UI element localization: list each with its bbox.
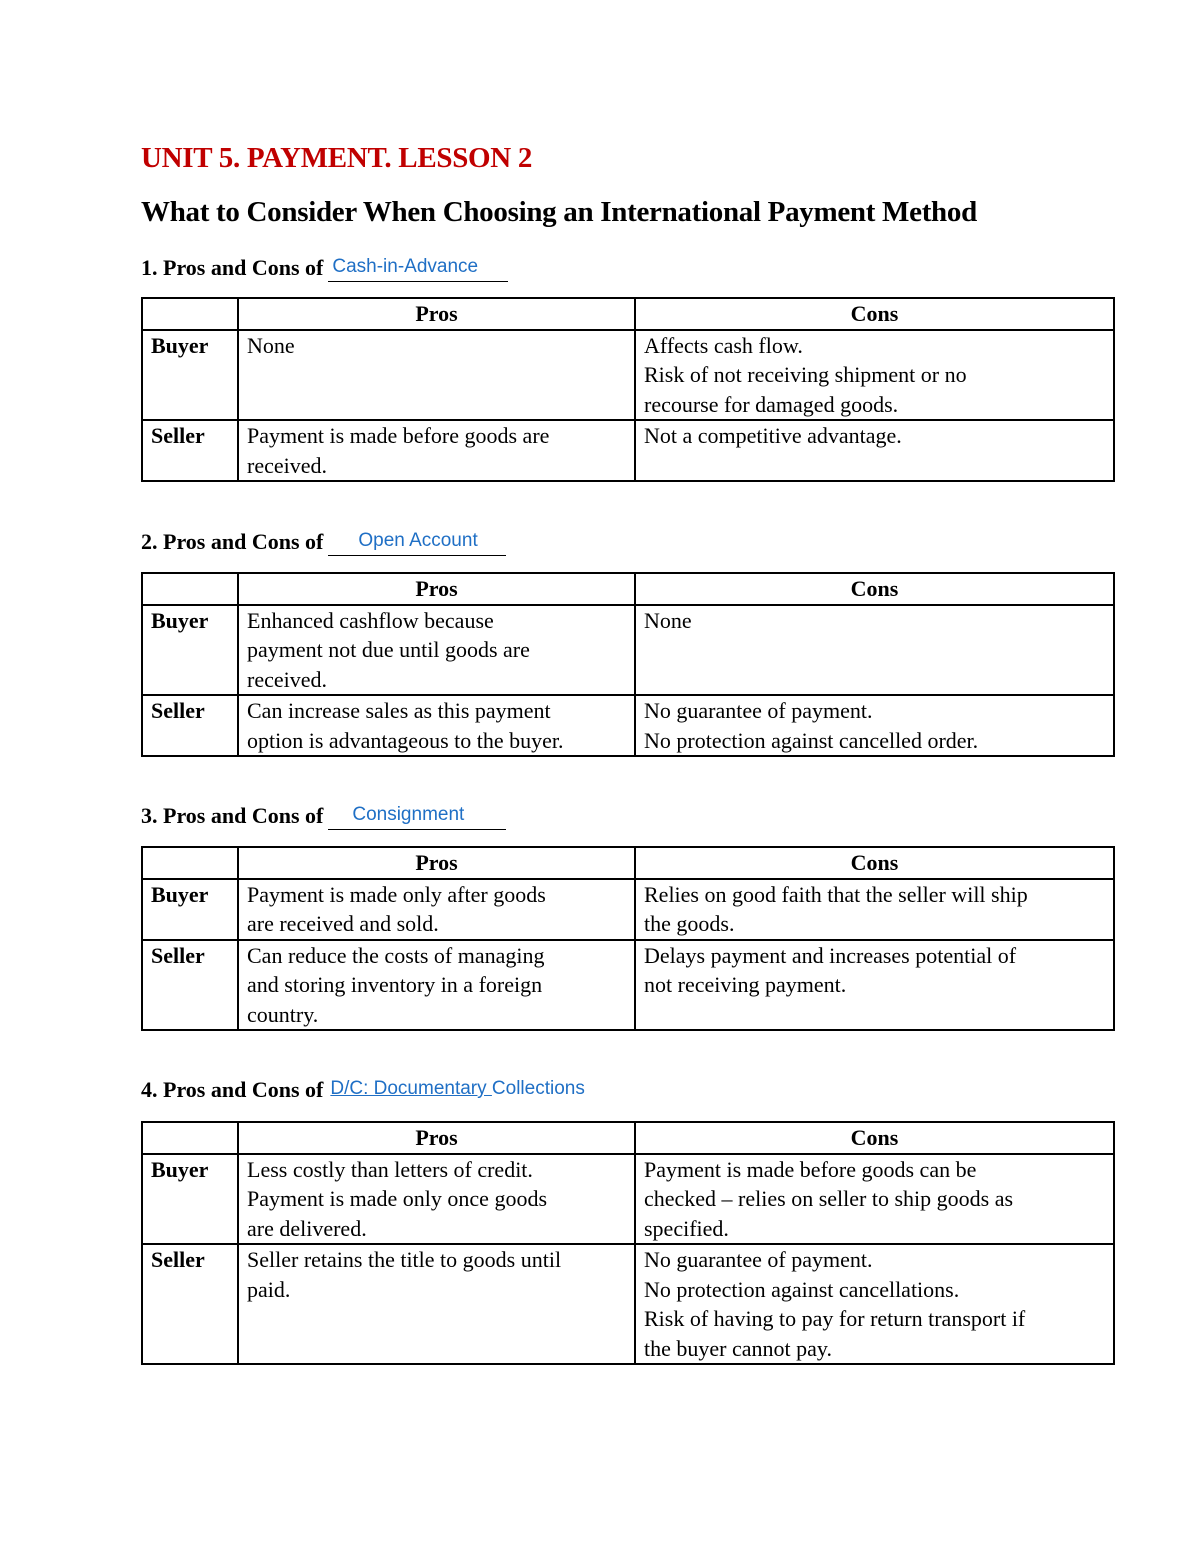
header-cons: Cons	[635, 847, 1114, 879]
table-header-row	[142, 1122, 1114, 1154]
cell-line: Can reduce the costs of managing	[247, 942, 545, 968]
cell-line: Not a competitive advantage.	[644, 423, 902, 448]
pros-cell	[238, 420, 635, 481]
header-pros: Pros	[238, 573, 635, 605]
answer-text: Open Account	[358, 530, 478, 551]
cell-line: option is advantageous to the buyer.	[247, 727, 564, 753]
cell-line: payment not due until goods are	[247, 637, 530, 662]
cell-line: Payment is made only after goods	[247, 881, 546, 907]
cell-line: Payment is made before goods can be	[644, 1156, 977, 1182]
cell-line: None	[247, 332, 295, 358]
cons-cell	[635, 1154, 1114, 1245]
pros-cons-table-2	[141, 572, 1115, 757]
header-empty	[142, 298, 238, 330]
cell-line: recourse for damaged goods.	[644, 391, 899, 417]
header-cons: Cons	[635, 573, 1114, 605]
answer-rest-part: Collections	[491, 1078, 585, 1099]
cell-line: No protection against cancellations.	[644, 1276, 960, 1302]
table-row-buyer	[142, 1154, 1114, 1245]
cons-cell	[635, 879, 1114, 940]
header-pros: Pros	[238, 298, 635, 330]
cell-line: country.	[247, 1001, 319, 1027]
cons-cell	[635, 940, 1114, 1031]
role-cell: Seller	[142, 940, 238, 1031]
table-row-buyer	[142, 605, 1114, 696]
cell-line: Risk of having to pay for return transport if	[644, 1306, 1026, 1331]
section-heading-text: 1. Pros and Cons of	[141, 255, 324, 280]
pros-cell	[238, 1154, 635, 1245]
header-cons: Cons	[635, 298, 1114, 330]
cell-line: Can increase sales as this payment	[247, 698, 551, 723]
cell-line: None	[644, 607, 692, 633]
section-heading-text: 3. Pros and Cons of	[141, 803, 324, 828]
section-4-heading	[141, 1075, 585, 1105]
cons-cell	[635, 330, 1114, 421]
cell-line: No protection against cancelled order.	[644, 727, 979, 753]
table-row-buyer	[142, 330, 1114, 421]
header-empty	[142, 573, 238, 605]
table-header-row	[142, 298, 1114, 330]
cell-line: Seller retains the title to goods until	[247, 1247, 562, 1272]
answer-blank[interactable]	[328, 527, 506, 556]
answer-blank[interactable]	[328, 801, 506, 830]
cell-line: are delivered.	[247, 1215, 367, 1241]
role-cell: Seller	[142, 1244, 238, 1364]
table-row-seller	[142, 1244, 1114, 1364]
pros-cons-table-3	[141, 846, 1115, 1031]
cell-line: not receiving payment.	[644, 972, 847, 997]
cons-cell	[635, 605, 1114, 696]
cell-line: Affects cash flow.	[644, 332, 803, 358]
lesson-title: What to Consider When Choosing an International Payment Method	[141, 196, 977, 228]
cell-line: the goods.	[644, 911, 735, 936]
table-row-seller	[142, 695, 1114, 756]
cell-line: Payment is made only once goods	[247, 1186, 548, 1211]
table-row-seller	[142, 940, 1114, 1031]
answer-text	[330, 1077, 584, 1101]
cell-line: paid.	[247, 1276, 291, 1302]
role-cell: Seller	[142, 695, 238, 756]
pros-cons-table-4	[141, 1121, 1115, 1365]
cons-cell	[635, 695, 1114, 756]
answer-underlined-part: D/C: Documentary	[330, 1078, 492, 1099]
role-cell: Buyer	[142, 1154, 238, 1245]
cell-line: Delays payment and increases potential of	[644, 942, 1017, 968]
pros-cell	[238, 1244, 635, 1364]
answer-blank[interactable]	[328, 253, 508, 282]
answer-text: Consignment	[352, 804, 465, 825]
header-cons: Cons	[635, 1122, 1114, 1154]
pros-cell	[238, 330, 635, 421]
cell-line: Risk of not receiving shipment or no	[644, 362, 967, 387]
pros-cell	[238, 940, 635, 1031]
cell-line: Less costly than letters of credit.	[247, 1156, 533, 1182]
section-heading-text: 4. Pros and Cons of	[141, 1077, 324, 1102]
pros-cell	[238, 695, 635, 756]
table-header-row	[142, 573, 1114, 605]
section-2-heading	[141, 527, 506, 557]
cell-line: No guarantee of payment.	[644, 1247, 873, 1272]
cell-line: Enhanced cashflow because	[247, 607, 494, 633]
role-cell: Buyer	[142, 330, 238, 421]
pros-cons-table-1	[141, 297, 1115, 482]
unit-title: UNIT 5. PAYMENT. LESSON 2	[141, 142, 533, 174]
table-row-buyer	[142, 879, 1114, 940]
cell-line: and storing inventory in a foreign	[247, 972, 543, 997]
cell-line: received.	[247, 452, 327, 478]
cons-cell	[635, 1244, 1114, 1364]
cell-line: checked – relies on seller to ship goods as	[644, 1186, 1014, 1211]
header-pros: Pros	[238, 847, 635, 879]
cell-line: No guarantee of payment.	[644, 698, 873, 723]
answer-text: Cash-in-Advance	[332, 256, 479, 277]
cell-line: received.	[247, 666, 327, 692]
answer-blank[interactable]	[328, 1075, 585, 1103]
pros-cell	[238, 879, 635, 940]
header-empty	[142, 1122, 238, 1154]
header-empty	[142, 847, 238, 879]
role-cell: Seller	[142, 420, 238, 481]
section-heading-text: 2. Pros and Cons of	[141, 529, 324, 554]
cell-line: the buyer cannot pay.	[644, 1335, 832, 1361]
section-1-heading	[141, 253, 508, 283]
role-cell: Buyer	[142, 605, 238, 696]
table-header-row	[142, 847, 1114, 879]
header-pros: Pros	[238, 1122, 635, 1154]
cons-cell	[635, 420, 1114, 481]
cell-line: Relies on good faith that the seller will ship	[644, 881, 1028, 907]
section-3-heading	[141, 801, 506, 831]
cell-line: are received and sold.	[247, 911, 439, 936]
table-row-seller	[142, 420, 1114, 481]
cell-line: specified.	[644, 1215, 729, 1241]
cell-line: Payment is made before goods are	[247, 423, 550, 448]
pros-cell	[238, 605, 635, 696]
role-cell: Buyer	[142, 879, 238, 940]
